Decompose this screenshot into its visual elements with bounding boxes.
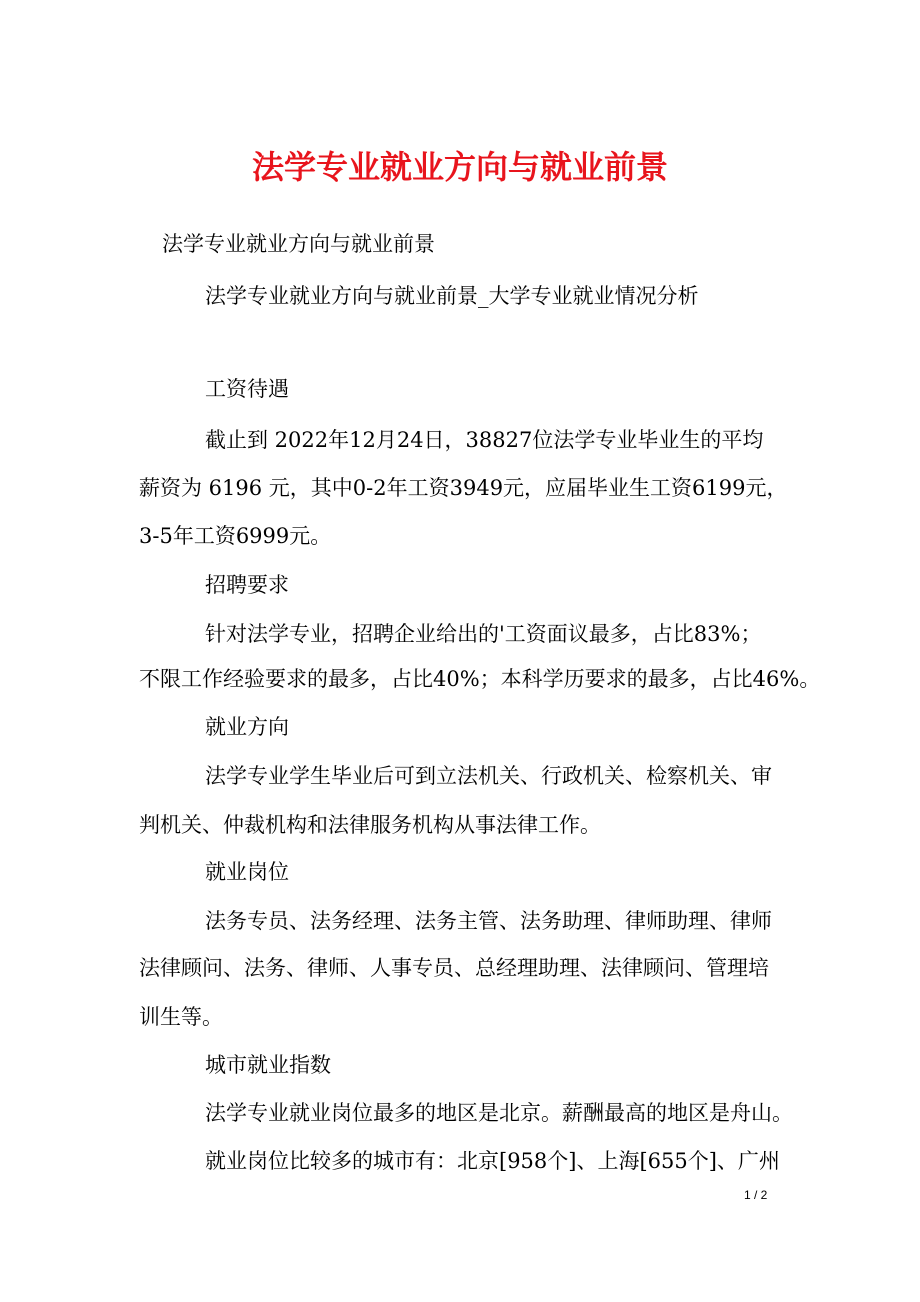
paragraph-line: 法务专员、法务经理、法务主管、法务助理、律师助理、律师: [205, 909, 772, 933]
subtitle-line: 法学专业就业方向与就业前景_大学专业就业情况分析: [205, 284, 699, 308]
section-heading-positions: 就业岗位: [205, 860, 289, 884]
paragraph-line: 判机关、仲裁机构和法律服务机构从事法律工作。: [139, 813, 601, 837]
document-title: 法学专业就业方向与就业前景: [251, 148, 668, 186]
paragraph-line: 不限工作经验要求的最多，占比40%；本科学历要求的最多，占比46%。: [139, 667, 821, 691]
paragraph-line: 3-5年工资6999元。: [139, 524, 332, 548]
section-heading-salary: 工资待遇: [205, 377, 289, 401]
paragraph-line: 针对法学专业，招聘企业给出的'工资面议最多，占比83%；: [205, 622, 762, 646]
subtitle-line: 法学专业就业方向与就业前景: [162, 232, 435, 256]
paragraph-line: 法学专业就业岗位最多的地区是北京。薪酬最高的地区是舟山。: [205, 1101, 793, 1125]
page-number: 1 / 2: [744, 1188, 768, 1202]
paragraph-line: 法学专业学生毕业后可到立法机关、行政机关、检察机关、审: [205, 764, 772, 788]
paragraph-line: 法律顾问、法务、律师、人事专员、总经理助理、法律顾问、管理培: [139, 956, 769, 980]
paragraph-line: 截止到 2022年12月24日，38827位法学专业毕业生的平均: [205, 428, 764, 452]
paragraph-line: 薪资为 6196 元，其中0-2年工资3949元，应届毕业生工资6199元，: [139, 476, 788, 500]
section-heading-requirements: 招聘要求: [205, 573, 289, 597]
paragraph-line: 就业岗位比较多的城市有：北京[958个]、上海[655个]、广州: [205, 1149, 780, 1173]
section-heading-direction: 就业方向: [205, 715, 289, 739]
section-heading-city-index: 城市就业指数: [205, 1053, 331, 1077]
paragraph-line: 训生等。: [139, 1005, 223, 1029]
